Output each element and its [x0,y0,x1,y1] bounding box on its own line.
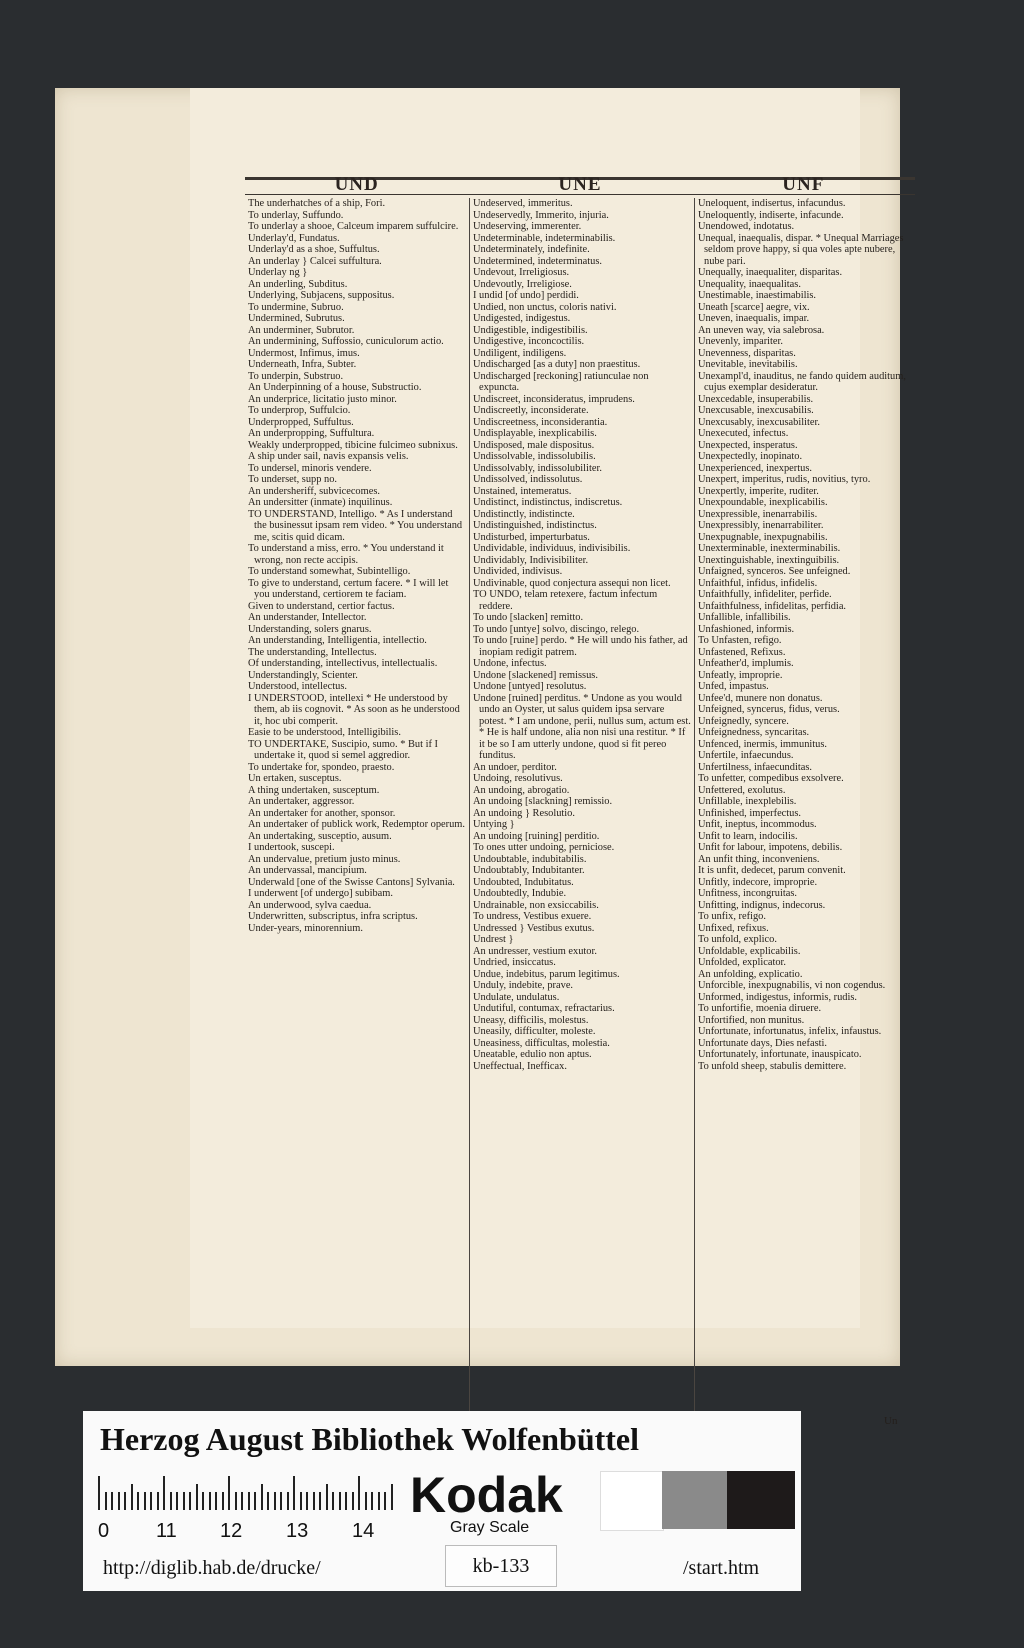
dictionary-entry: Unfit for labour, impotens, debilis. [698,842,843,853]
code-label: kb-133 [445,1545,557,1587]
dictionary-entry: Unevenness, disparitas. [698,347,796,359]
dictionary-entry: To undertake for, spondeo, praesto. [248,761,395,773]
dictionary-entry: Undiscreetness, inconsiderantia. [473,416,608,428]
dictionary-entry: Undone, infectus. [473,658,547,669]
dictionary-entry: Unexcedable, insuperabilis. [698,393,814,405]
dictionary-entry: Underwritten, subscriptus, infra scriptus. [248,911,418,922]
dictionary-entry: An underling, Subditus. [248,278,348,290]
ruler-tick [228,1476,230,1510]
dictionary-entry: An unfit thing, inconveniens. [698,853,820,865]
dictionary-entry: To unfortifie, moenia diruere. [698,1003,822,1014]
dictionary-entry: Under-years, minorennium. [248,922,363,934]
dictionary-entry: Unequally, inaequaliter, disparitas. [698,267,843,278]
ruler-tick [124,1492,126,1510]
dictionary-entry: Undigested, indigestus. [473,313,571,324]
dictionary-entry: Unfaithful, infidus, infidelis. [698,577,818,589]
dictionary-entry: Unfashioned, informis. [698,623,795,635]
ruler-tick [215,1492,217,1510]
dictionary-entry: Undetermined, indeterminatus. [473,255,602,267]
dictionary-entry: An undersheriff, subvicecomes. [248,485,380,497]
dictionary-entry: Unfitness, incongruitas. [698,888,797,899]
ruler-tick [352,1492,354,1510]
dictionary-entry: To underpin, Substruo. [248,370,344,382]
ruler-tick [306,1492,308,1510]
dictionary-entry: An understanding, Intelligentia, intellectio. [248,635,427,646]
dictionary-entry: Unevitable, inevitabilis. [698,359,798,370]
dictionary-entry: Undrest } [473,934,514,945]
dictionary-entry: Unexcusably, inexcusabiliter. [698,416,820,428]
dictionary-entry: A ship under sail, navis expansis velis. [248,451,409,462]
dictionary-entry: An undoing [ruining] perditio. [473,830,600,842]
dictionary-entry: Unfoldable, explicabilis. [698,945,801,957]
gray-swatch-white [600,1471,664,1531]
ruler-tick [345,1492,347,1510]
dictionary-entry: Uneloquently, indiserte, infacunde. [698,209,844,221]
dictionary-entry: Unfee'd, munere non donatus. [698,692,823,704]
dictionary-entry: Undoubtably, Indubitanter. [473,865,585,876]
ruler-tick [293,1476,295,1510]
dictionary-entry: Understandingly, Scienter. [248,669,358,681]
dictionary-entry: Unexterminable, inexterminabilis. [698,543,841,554]
ruler-tick [105,1492,107,1510]
dictionary-entry: Unexpoundable, inexplicabilis. [698,497,828,508]
dictionary-entry: Undiligent, indiligens. [473,347,567,359]
catchword: Un [884,1415,898,1427]
dictionary-entry: Unexampl'd, inauditus, ne fando quidem auditum, cujus exemplar desideratur. [698,370,906,393]
dictionary-entry: An underlay } Calcei suffultura. [248,255,382,267]
dictionary-entry: Un ertaken, susceptus. [248,773,342,784]
ruler-tick [170,1492,172,1510]
dictionary-entry: To unfix, refigo. [698,911,766,922]
ruler-tick [209,1492,211,1510]
dictionary-entry: Unfaithfully, infideliter, perfide. [698,589,832,600]
ruler-tick [378,1492,380,1510]
dictionary-entry: Unexpressible, inenarrabilis. [698,508,818,520]
dictionary-entry: Underlay'd as a shoe, Suffultus. [248,244,380,255]
dictionary-entry: Undischarged [as a duty] non praestitus. [473,359,641,370]
dictionary-entry: Unfortunately, infortunate, inauspicato. [698,1049,862,1060]
dictionary-entry: Unexperienced, inexpertus. [698,462,812,474]
dictionary-entry: An underwood, sylva caedua. [248,899,372,911]
dictionary-entry: An underminer, Subrutor. [248,324,355,336]
dictionary-entry: Uneven, inaequalis, impar. [698,313,810,324]
dictionary-entry: TO UNDERSTAND, Intelligo. * As I understand the businessut ipsam rem video. * You understand me, scitis quid dicam. [248,508,463,543]
dictionary-entry: To give to understand, certum facere. * I will let you understand, certiorem te faciam. [248,577,449,600]
dictionary-entry: Given to understand, certior factus. [248,600,395,612]
url-left: http://diglib.hab.de/drucke/ [103,1557,321,1579]
dictionary-entry: An undervassal, mancipium. [248,865,367,876]
ruler-tick [222,1492,224,1510]
dictionary-entry: Unexcusable, inexcusabilis. [698,405,814,416]
dictionary-entry: An Underpinning of a house, Substructio. [248,382,422,393]
dictionary-entry: Unfeather'd, implumis. [698,658,794,669]
dictionary-entry: Underlying, Subjacens, suppositus. [248,290,395,301]
dictionary-entry: Undividable, individuus, indivisibilis. [473,543,631,554]
dictionary-entry: Undistinguished, indistinctus. [473,520,597,531]
dictionary-entry: Underlay'd, Fundatus. [248,232,340,244]
ruler-tick [332,1492,334,1510]
column-unf [695,198,920,1460]
dictionary-entry: Unequality, inaequalitas. [698,278,801,290]
dictionary-entry: Uneffectual, Inefficax. [473,1060,567,1072]
dictionary-entry: An undertaker, aggressor. [248,796,355,807]
ruler-tick [267,1492,269,1510]
dictionary-entry: Undoubted, Indubitatus. [473,876,574,888]
ruler-tick [150,1492,152,1510]
dictionary-entry: I underwent [of undergo] subibam. [248,888,393,899]
dictionary-entry: Undisposed, male dispositus. [473,439,595,451]
dictionary-entry: An undoing [slackning] remissio. [473,796,613,807]
dictionary-entry: Unextinguishable, inextinguibilis. [698,554,840,566]
dictionary-entry: Unstained, intemeratus. [473,485,572,497]
dictionary-entry: Uneasy, difficilis, molestus. [473,1014,589,1026]
ruler-tick [111,1492,113,1510]
dictionary-columns [245,198,921,1460]
dictionary-entry: Undutiful, contumax, refractarius. [473,1003,615,1014]
dictionary-entry: Underlay ng } [248,267,308,278]
dictionary-entry: Undone [untyed] resolutus. [473,681,587,692]
ruler-tick [371,1492,373,1510]
dictionary-entry: Unestimable, inaestimabilis. [698,290,817,301]
dictionary-entry: To underlay, Suffundo. [248,209,344,221]
dictionary-entry: Uneath [scarce] aegre, vix. [698,301,810,313]
dictionary-entry: Undoing, resolutivus. [473,773,563,784]
ruler-tick [157,1492,159,1510]
dictionary-entry: Underpropped, Suffultus. [248,416,354,428]
ruler-tick [358,1476,360,1510]
dictionary-entry: An unfolding, explicatio. [698,968,803,980]
dictionary-entry: Undistinctly, indistincte. [473,508,575,520]
dictionary-entry: Unfortified, non munitus. [698,1014,805,1026]
dictionary-entry: Understood, intellectus. [248,681,347,692]
dictionary-entry: Unfeignedly, syncere. [698,715,789,727]
heading-unf: UNF [782,174,825,195]
dictionary-entry: Uneasiness, difficultas, molestia. [473,1037,610,1049]
dictionary-entry: Unfaigned, synceros. See unfeigned. [698,566,851,577]
dictionary-entry: An underpropping, Suffultura. [248,428,375,439]
dictionary-entry: Undeserving, immerenter. [473,221,582,232]
ruler-tick [137,1492,139,1510]
ruler-number: 0 [98,1520,110,1542]
measure-ruler [98,1474,398,1510]
dictionary-entry: Undied, non unctus, coloris nativi. [473,301,617,313]
dictionary-entry: Unfeignedness, syncaritas. [698,727,810,738]
column-headings [245,175,915,195]
dictionary-entry: Unfit to learn, indocilis. [698,830,798,842]
dictionary-entry: Undeserved, immeritus. [473,198,573,209]
dictionary-entry: Unfertile, infaecundus. [698,750,794,761]
dictionary-entry: Undue, indebitus, parum legitimus. [473,968,620,980]
dictionary-entry: An undoing } Resolutio. [473,807,575,819]
dictionary-entry: An undertaking, susceptio, ausum. [248,830,392,842]
ruler-tick [339,1492,341,1510]
dictionary-entry: Undistinct, indistinctus, indiscretus. [473,497,623,508]
dictionary-entry: To unfold sheep, stabulis demittere. [698,1060,847,1072]
dictionary-entry: To unfold, explico. [698,934,777,945]
dictionary-entry: Undressed } Vestibus exutus. [473,922,595,934]
dictionary-entry: Unfitting, indignus, indecorus. [698,899,826,911]
dictionary-entry: An uneven way, via salebrosa. [698,324,825,336]
dictionary-entry: An undervalue, pretium justo minus. [248,853,401,865]
dictionary-entry: Undried, insiccatus. [473,957,556,968]
dictionary-entry: To undo [ruine] perdo. * He will undo his father, ad inopiam redigit patrem. [473,635,688,658]
dictionary-entry: To Unfasten, refigo. [698,635,782,646]
ruler-tick [384,1492,386,1510]
dictionary-entry: Easie to be understood, Intelligibilis. [248,727,401,738]
ruler-tick [98,1476,100,1510]
dictionary-entry: An undoer, perditor. [473,761,557,773]
dictionary-entry: Unfeigned, syncerus, fidus, verus. [698,704,840,715]
dictionary-entry: Uneasily, difficulter, moleste. [473,1026,596,1037]
dictionary-entry: Unfortunate, infortunatus, infelix, infaustus. [698,1026,882,1037]
dictionary-entry: Undulate, undulatus. [473,991,560,1003]
dictionary-entry: Undiscreetly, inconsiderate. [473,405,589,416]
dictionary-entry: Undermined, Subrutus. [248,313,345,324]
dictionary-entry: Undividably, Indivisibiliter. [473,554,589,566]
dictionary-entry: To undress, Vestibus exuere. [473,911,592,922]
ruler-tick [241,1492,243,1510]
dictionary-entry: Undissolvable, indissolubilis. [473,451,596,462]
dictionary-entry: Unexpugnable, inexpugnabilis. [698,531,828,543]
dictionary-entry: Unendowed, indotatus. [698,221,795,232]
dictionary-entry: Unexpectedly, inopinato. [698,451,803,462]
dictionary-entry: Undisplayable, inexplicabilis. [473,428,597,439]
gray-scale-label: Gray Scale [450,1519,530,1536]
gray-swatch-black [727,1471,795,1529]
scan-background [0,0,55,1648]
dictionary-entry: An undoing, abrogatio. [473,784,570,796]
gray-swatch-mid [662,1471,727,1529]
dictionary-entry: An underprice, licitatio justo minor. [248,393,397,405]
column-une [470,198,695,1460]
dictionary-entry: Unfed, impastus. [698,681,769,692]
dictionary-entry: To undersel, minoris vendere. [248,462,372,474]
dictionary-entry: Unfixed, refixus. [698,922,769,934]
dictionary-entry: Undeservedly, Immerito, injuria. [473,209,609,221]
dictionary-entry: Uneatable, edulio non aptus. [473,1049,592,1060]
dictionary-entry: Of understanding, intellectivus, intellectualis. [248,658,438,669]
dictionary-entry: Unexpert, imperitus, rudis, novitius, tyro. [698,474,871,485]
dictionary-entry: Underwald [one of the Swisse Cantons] Sylvania. [248,876,455,888]
dictionary-entry: Undissolved, indissolutus. [473,474,583,485]
dictionary-entry: Unfillable, inexplebilis. [698,796,797,807]
dictionary-entry: Unformed, indigestus, informis, rudis. [698,991,858,1003]
dictionary-entry: Unforcible, inexpugnabilis, vi non cogendus. [698,980,886,991]
dictionary-entry: Undeterminable, indeterminabilis. [473,232,616,244]
dictionary-entry: TO UNDERTAKE, Suscipio, sumo. * But if I undertake it, quod si semel aggredior. [248,738,438,761]
dictionary-entry: Unfenced, inermis, immunitus. [698,738,827,750]
dictionary-entry: Undivided, indivisus. [473,566,563,577]
library-name: Herzog August Bibliothek Wolfenbüttel [100,1421,640,1457]
ruler-tick [196,1484,198,1510]
dictionary-entry: Undeterminately, indefinite. [473,244,590,255]
column-und [245,198,470,1460]
dictionary-entry: Undigestive, inconcoctilis. [473,336,585,347]
ruler-tick [280,1492,282,1510]
dictionary-entry: To underset, supp no. [248,474,338,485]
dictionary-entry: Unexecuted, infectus. [698,428,789,439]
dictionary-entry: An undertaker for another, sponsor. [248,807,396,819]
dictionary-entry: Undigestible, indigestibilis. [473,324,588,336]
dictionary-entry: Unfeatly, improprie. [698,669,783,681]
dictionary-entry: Unexpected, insperatus. [698,439,798,451]
dictionary-entry: To underlay a shooe, Calceum imparem suffulcire. [248,221,459,232]
dictionary-entry: Undoubtedly, Indubie. [473,888,567,899]
dictionary-entry: Undisturbed, imperturbatus. [473,531,590,543]
dictionary-entry: Untying } [473,819,515,830]
kodak-logo: Kodak [410,1467,563,1523]
ruler-tick [189,1492,191,1510]
ruler-tick [326,1484,328,1510]
dictionary-entry: An undresser, vestium exutor. [473,945,597,957]
ruler-tick [365,1492,367,1510]
dictionary-entry: An understander, Intellector. [248,612,367,623]
ruler-tick [176,1492,178,1510]
ruler-tick [261,1484,263,1510]
dictionary-entry: It is unfit, dedecet, parum convenit. [698,865,846,876]
dictionary-entry: An undertaker of publick work, Redemptor operum. [248,819,465,830]
dictionary-entry: Unduly, indebite, prave. [473,980,574,991]
dictionary-entry: Undone [slackened] remissus. [473,669,598,681]
ruler-tick [118,1492,120,1510]
heading-und: UND [334,174,379,195]
dictionary-entry: The understanding, Intellectus. [248,646,377,658]
ruler-tick [319,1492,321,1510]
dictionary-entry: Undone [ruined] perditus. * Undone as you would undo an Oyster, ut salus quidem ipsa servare potest. * I am undone, perii, nullus sum, actum est. * He is half undone, alia non nisi una restitur. * If it be so I am utterly undone, quod si fit pereo funditus. [473,692,691,761]
ruler-tick [235,1492,237,1510]
ruler-number: 12 [220,1520,243,1542]
dictionary-entry: To undo [slacken] remitto. [473,612,584,623]
dictionary-entry: Unequal, inaequalis, dispar. * Unequal Marriages seldom prove happy, si qua voles apte nubere, nube pari. [698,232,904,267]
dictionary-entry: Weakly underpropped, tibicine fulcimeo subnixus. [248,439,458,451]
ruler-number: 11 [156,1520,177,1542]
dictionary-entry: I undid [of undo] perdidi. [473,290,579,301]
ruler-number: 14 [352,1520,375,1542]
ruler-tick [183,1492,185,1510]
dictionary-entry: To undermine, Subruo. [248,301,344,313]
dictionary-entry: Unfortunate days, Dies nefasti. [698,1037,827,1049]
ruler-tick [163,1476,165,1510]
dictionary-entry: To underprop, Suffulcio. [248,405,351,416]
ruler-tick [274,1492,276,1510]
dictionary-entry: Understanding, solers gnarus. [248,623,372,635]
dictionary-entry: Undivinable, quod conjectura assequi non licet. [473,577,671,589]
dictionary-entry: To unfetter, compedibus exsolvere. [698,773,844,784]
dictionary-entry: Undermost, Infimus, imus. [248,347,360,359]
dictionary-entry: Undevout, Irreligiosus. [473,267,570,278]
dictionary-entry: Undischarged [reckoning] ratiunculae non expuncta. [473,370,649,393]
ruler-tick [313,1492,315,1510]
dictionary-entry: Unexpertly, imperite, ruditer. [698,485,819,497]
dictionary-entry: To undo [untye] solvo, discingo, relego. [473,623,640,635]
url-right: /start.htm [683,1557,760,1579]
dictionary-entry: To ones utter undoing, perniciose. [473,842,615,853]
dictionary-entry: Undiscreet, inconsideratus, imprudens. [473,393,635,405]
ruler-tick [131,1484,133,1510]
dictionary-entry: An undersitter (inmate) inquilinus. [248,497,393,508]
dictionary-entry: Undevoutly, Irreligiose. [473,278,572,290]
dictionary-entry: Unfettered, exolutus. [698,784,786,796]
dictionary-entry: Unfit, ineptus, incommodus. [698,819,817,830]
dictionary-entry: I UNDERSTOOD, intellexi * He understood by them, ab iis cognovit. * As soon as he understood it, hoc ubi comperit. [248,692,460,727]
dictionary-entry: Unfastened, Refixus. [698,646,786,658]
heading-une: UNE [558,174,602,195]
dictionary-entry: Undrainable, non exsiccabilis. [473,899,599,911]
dictionary-entry: Uneloquent, indisertus, infacundus. [698,198,846,209]
ruler-tick [391,1484,393,1510]
dictionary-entry: Underneath, Infra, Subter. [248,359,357,370]
dictionary-entry: Unfolded, explicator. [698,957,787,968]
dictionary-entry: An undermining, Suffossio, cuniculorum actio. [248,336,444,347]
ruler-tick [254,1492,256,1510]
dictionary-entry: Unfinished, imperfectus. [698,807,802,819]
ruler-tick [300,1492,302,1510]
ruler-number: 13 [286,1520,309,1542]
ruler-tick [248,1492,250,1510]
dictionary-entry: Unexpressibly, inenarrabiliter. [698,520,824,531]
dictionary-entry: A thing undertaken, susceptum. [248,784,380,796]
dictionary-entry: Undoubtable, indubitabilis. [473,853,587,865]
dictionary-entry: To understand somewhat, Subintelligo. [248,566,411,577]
dictionary-entry: I undertook, suscepi. [248,842,335,853]
ruler-tick [202,1492,204,1510]
dictionary-entry: Unevenly, impariter. [698,336,784,347]
ruler-tick [144,1492,146,1510]
dictionary-entry: Unfertilness, infaecunditas. [698,761,812,773]
dictionary-entry: To understand a miss, erro. * You understand it wrong, non recte accipis. [248,543,444,566]
dictionary-entry: Undissolvably, indissolubiliter. [473,462,602,474]
dictionary-entry: Unfallible, infallibilis. [698,612,791,623]
dictionary-entry: Unfaithfulness, infidelitas, perfidia. [698,600,847,612]
ruler-tick [287,1492,289,1510]
dictionary-entry: Unfitly, indecore, improprie. [698,876,818,888]
dictionary-entry: TO UNDO, telam retexere, factum infectum reddere. [473,589,658,612]
dictionary-entry: The underhatches of a ship, Fori. [248,198,386,209]
